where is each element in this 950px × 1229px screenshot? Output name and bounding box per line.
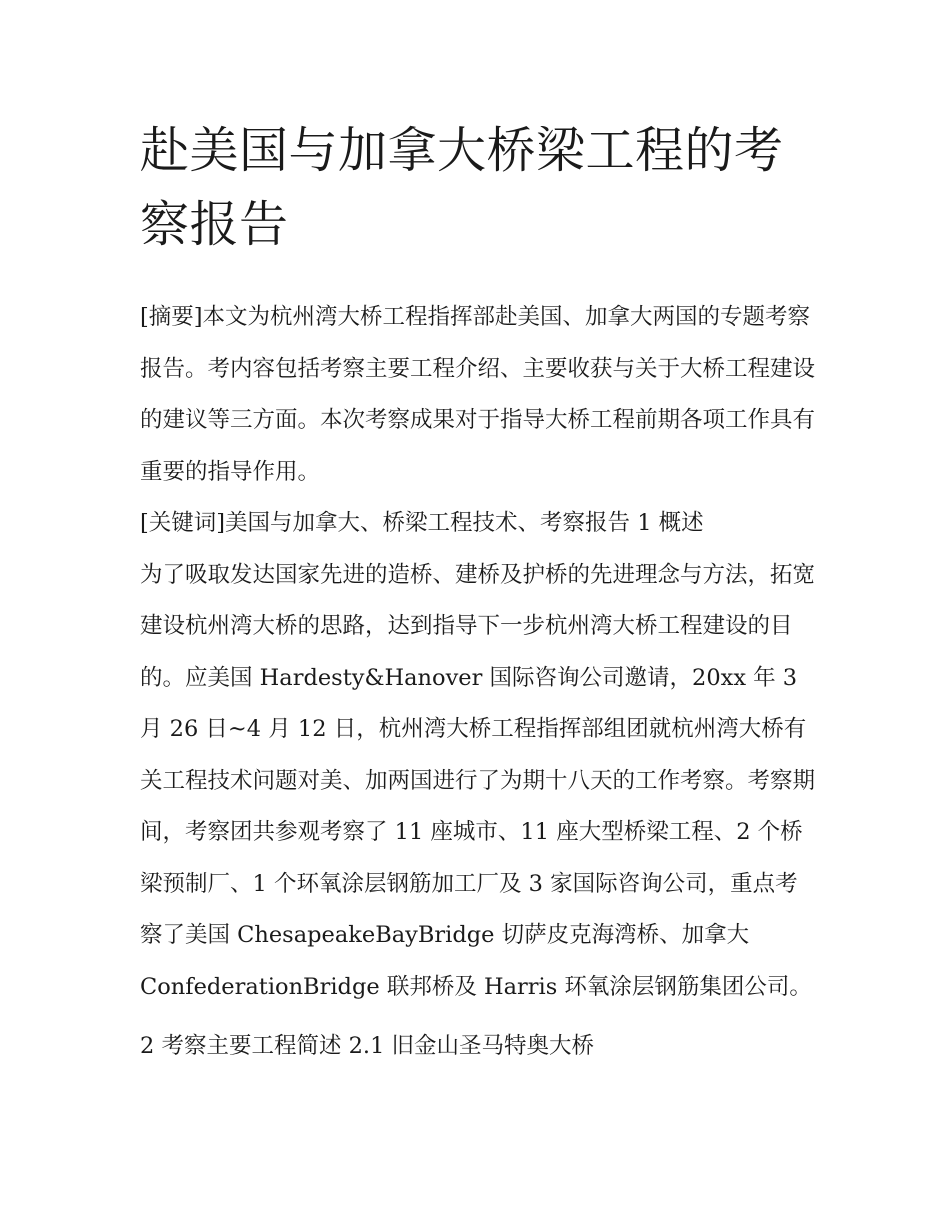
abstract-paragraph: [摘要]本文为杭州湾大桥工程指挥部赴美国、加拿大两国的专题考察报告。考内容包括考察主要工程介绍、主要收获与关于大桥工程建设的建议等三方面。本次考察成果对于指导大桥工程前期各项工作具有重要的指导作用。 xyxy=(140,304,816,485)
overview-paragraph: 为了吸取发达国家先进的造桥、建桥及护桥的先进理念与方法，拓宽建设杭州湾大桥的思路，达到指导下一步杭州湾大桥工程建设的目的。应美国 Hardesty&Hanover 国际咨询公司邀请，20xx 年 3 月 26 日~4 月 12 日，杭州湾大桥工程指挥部组团就杭州湾大桥有关工程技术问题对美、加两国进行了为期十八天的工作考察。考察期间，考察团共参观考察了 11 座城市、11 座大型桥梁工程、2 个桥梁预制厂、1 个环氧涂层钢筋加工厂及 3 家国际咨询公司，重点考察了美国 ChesapeakeBayBridge 切萨皮克海湾桥、加拿大 ConfederationBridge 联邦桥及 Harris 环氧涂层钢筋集团公司。 xyxy=(140,561,816,1000)
section-heading: 2 考察主要工程简述 2.1 旧金山圣马特奥大桥 xyxy=(140,1033,595,1059)
keywords-paragraph: [关键词]美国与加拿大、桥梁工程技术、考察报告 1 概述 xyxy=(140,510,704,536)
document-title: 赴美国与加拿大桥梁工程的考察报告 xyxy=(140,122,784,253)
document-page xyxy=(140,0,815,1073)
